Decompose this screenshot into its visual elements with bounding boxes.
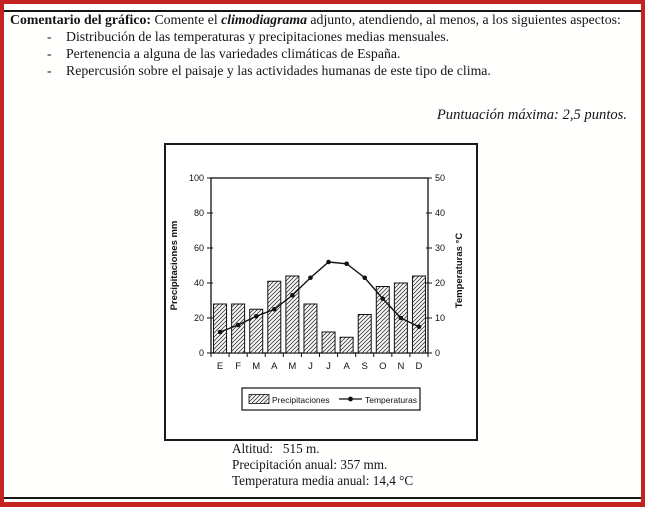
question-text-block xyxy=(10,11,636,79)
prompt-keyword-italic: climodiagrama xyxy=(221,12,307,27)
legend-precipitation-swatch-icon xyxy=(249,395,269,404)
temperature-point xyxy=(236,323,241,328)
precipitation-bar xyxy=(340,337,353,353)
precipitation-bar xyxy=(304,304,317,353)
right-axis-tick-label: 40 xyxy=(435,208,446,219)
bullet-dash: - xyxy=(47,46,52,61)
climate-chart-svg xyxy=(166,145,476,439)
month-label: O xyxy=(379,361,387,372)
precipitation-bar xyxy=(268,281,281,353)
annual-precipitation-line: Precipitación anual: 357 mm. xyxy=(232,456,388,472)
legend xyxy=(242,388,420,410)
right-axis-tick-label: 30 xyxy=(435,243,446,254)
temperature-point xyxy=(254,314,259,319)
legend-temperature-marker-icon xyxy=(348,397,353,402)
right-axis-tick-label: 0 xyxy=(435,348,441,359)
month-label: F xyxy=(235,361,242,372)
temperature-point xyxy=(362,275,367,280)
left-axis-tick-label: 0 xyxy=(198,348,204,359)
annual-mean-temperature-line: Temperatura media anual: 14,4 °C xyxy=(232,472,414,488)
bullet-text-2: Pertenencia a alguna de las variedades climáticas de España. xyxy=(66,46,401,61)
left-axis-title: Precipitaciones mm xyxy=(169,220,180,311)
month-label: E xyxy=(216,361,224,372)
right-axis-tick-label: 50 xyxy=(435,173,446,184)
month-label: J xyxy=(326,361,331,372)
right-axis-tick-label: 10 xyxy=(435,313,446,324)
precipitation-bar xyxy=(214,304,227,353)
temperature-point xyxy=(272,307,277,312)
bullet-text-1: Distribución de las temperaturas y precipitaciones medias mensuales. xyxy=(66,29,450,44)
temperature-point xyxy=(380,296,385,301)
prompt-text-1: Comente el xyxy=(151,12,222,27)
left-axis-tick-label: 80 xyxy=(193,208,204,219)
month-label: A xyxy=(271,361,278,372)
month-label: M xyxy=(288,361,297,372)
month-label: N xyxy=(397,361,405,372)
max-score-note: Puntuación máxima: 2,5 puntos. xyxy=(436,107,627,123)
month-label: J xyxy=(308,361,313,372)
legend-temperature-label: Temperaturas xyxy=(365,394,417,405)
precipitation-bar xyxy=(412,276,425,353)
bullet-text-3: Repercusión sobre el paisaje y las actividades humanas de este tipo de clima. xyxy=(66,63,491,78)
legend-precipitation-label: Precipitaciones xyxy=(272,394,330,405)
right-axis-title: Temperaturas °C xyxy=(454,232,465,309)
prompt-paragraph xyxy=(10,11,636,28)
precipitation-bar xyxy=(286,276,299,353)
month-label: D xyxy=(415,361,423,372)
left-axis-tick-label: 60 xyxy=(193,243,204,254)
temperature-point xyxy=(399,316,404,321)
right-axis-tick-label: 20 xyxy=(435,278,446,289)
station-summary-block xyxy=(232,441,413,489)
left-axis-tick-label: 100 xyxy=(188,173,204,184)
month-label: A xyxy=(343,361,350,372)
bullet-dash: - xyxy=(47,29,52,44)
climodiagram-figure xyxy=(164,143,478,441)
bullet-item-3 xyxy=(10,62,636,79)
temperature-point xyxy=(326,260,331,265)
left-axis-tick-label: 20 xyxy=(193,313,204,324)
left-axis-tick-label: 40 xyxy=(193,278,204,289)
precipitation-bar xyxy=(322,332,335,353)
bullet-dash: - xyxy=(47,63,52,78)
temperature-point xyxy=(344,261,349,266)
month-label: S xyxy=(361,361,368,372)
precipitation-bar xyxy=(232,304,245,353)
temperature-point xyxy=(417,324,422,329)
altitude-line: Altitud: 515 m. xyxy=(232,441,320,456)
bullet-item-2 xyxy=(10,45,636,62)
prompt-text-2: adjunto, atendiendo, al menos, a los siguientes aspectos: xyxy=(306,12,621,27)
temperature-point xyxy=(290,293,295,298)
prompt-lead-bold: Comentario del gráfico: xyxy=(10,12,151,27)
month-label: M xyxy=(252,361,261,372)
temperature-point xyxy=(308,275,313,280)
bottom-horizontal-rule xyxy=(4,497,641,499)
bullet-item-1 xyxy=(10,28,636,45)
precipitation-bar xyxy=(358,315,371,354)
temperature-point xyxy=(218,330,223,335)
precipitation-bars-group xyxy=(214,276,426,353)
